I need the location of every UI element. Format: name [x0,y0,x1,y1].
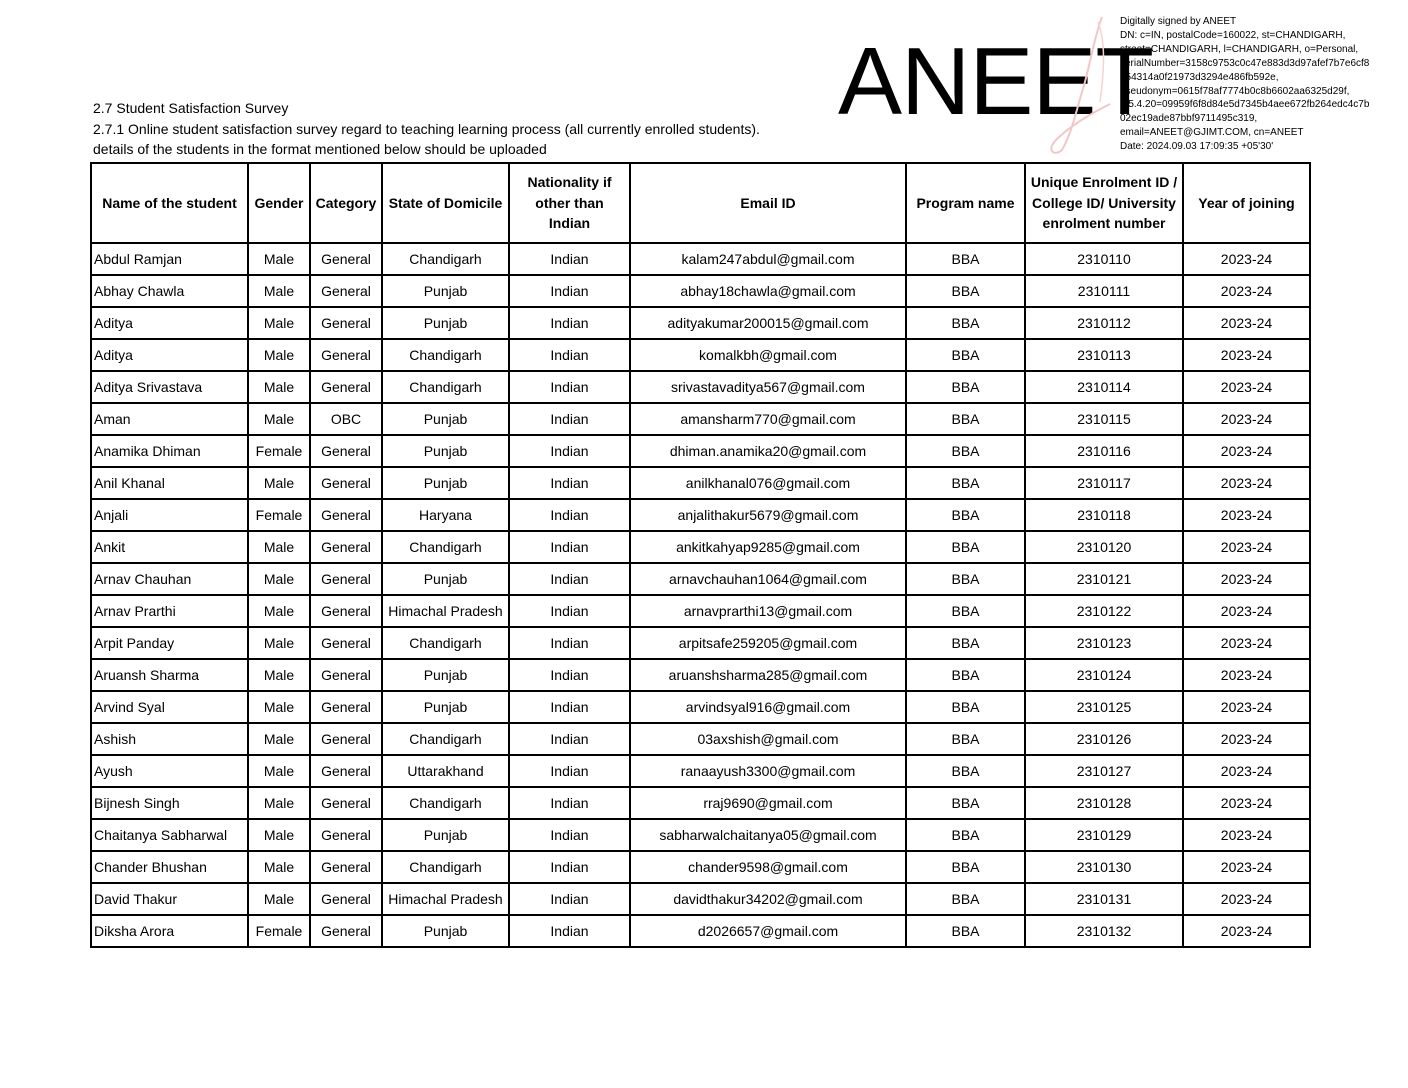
cell-category: OBC [310,403,382,435]
cell-email: srivastavaditya567@gmail.com [630,371,906,403]
cell-email: adityakumar200015@gmail.com [630,307,906,339]
cell-state: Punjab [382,915,509,947]
cell-gender: Male [248,371,310,403]
signature-detail-line: street=CHANDIGARH, l=CHANDIGARH, o=Personal, [1120,43,1359,55]
cell-state: Uttarakhand [382,755,509,787]
cell-name: Anil Khanal [91,467,248,499]
signature-detail-line: 02ec19ade87bbf9711495c319, [1120,113,1258,125]
cell-gender: Male [248,563,310,595]
cell-enrolment-id: 2310132 [1025,915,1183,947]
cell-category: General [310,723,382,755]
column-header-nationality: Nationality if other than Indian [509,163,630,243]
cell-enrolment-id: 2310115 [1025,403,1183,435]
cell-gender: Male [248,243,310,275]
cell-nationality: Indian [509,563,630,595]
cell-gender: Female [248,915,310,947]
table-row [91,787,1310,819]
table-header-row [91,163,1310,243]
cell-gender: Male [248,275,310,307]
column-header-gender: Gender [248,163,310,243]
cell-category: General [310,819,382,851]
signature-detail-line: 2.5.4.20=09959f6f8d84e5d7345b4aee672fb264edc4c7b [1120,99,1370,111]
cell-name: Abhay Chawla [91,275,248,307]
cell-email: arpitsafe259205@gmail.com [630,627,906,659]
cell-program: BBA [906,371,1025,403]
cell-category: General [310,787,382,819]
cell-email: ranaayush3300@gmail.com [630,755,906,787]
cell-state: Punjab [382,467,509,499]
cell-program: BBA [906,403,1025,435]
cell-year: 2023-24 [1183,275,1310,307]
cell-enrolment-id: 2310114 [1025,371,1183,403]
cell-enrolment-id: 2310127 [1025,755,1183,787]
table-row [91,371,1310,403]
cell-category: General [310,851,382,883]
cell-gender: Male [248,691,310,723]
cell-email: kalam247abdul@gmail.com [630,243,906,275]
cell-enrolment-id: 2310130 [1025,851,1183,883]
cell-category: General [310,275,382,307]
cell-email: d2026657@gmail.com [630,915,906,947]
cell-state: Punjab [382,691,509,723]
cell-program: BBA [906,435,1025,467]
cell-gender: Male [248,467,310,499]
table-row [91,915,1310,947]
signature-scribble-icon [1032,12,1122,157]
signature-detail-line: Date: 2024.09.03 17:09:35 +05'30' [1120,141,1274,153]
cell-nationality: Indian [509,403,630,435]
cell-program: BBA [906,883,1025,915]
cell-email: abhay18chawla@gmail.com [630,275,906,307]
cell-category: General [310,307,382,339]
cell-category: General [310,339,382,371]
cell-category: General [310,435,382,467]
table-row [91,307,1310,339]
cell-year: 2023-24 [1183,915,1310,947]
cell-name: Ashish [91,723,248,755]
cell-enrolment-id: 2310117 [1025,467,1183,499]
cell-name: Chander Bhushan [91,851,248,883]
cell-name: Anjali [91,499,248,531]
column-header-state: State of Domicile [382,163,509,243]
signature-detail-line: DN: c=IN, postalCode=160022, st=CHANDIGARH, [1120,29,1346,41]
cell-state: Punjab [382,403,509,435]
cell-name: Aditya [91,307,248,339]
cell-state: Chandigarh [382,723,509,755]
cell-gender: Male [248,755,310,787]
cell-email: davidthakur34202@gmail.com [630,883,906,915]
intro-text [93,98,760,160]
cell-year: 2023-24 [1183,403,1310,435]
cell-email: chander9598@gmail.com [630,851,906,883]
cell-enrolment-id: 2310112 [1025,307,1183,339]
cell-program: BBA [906,275,1025,307]
cell-gender: Male [248,819,310,851]
cell-program: BBA [906,499,1025,531]
table-row [91,531,1310,563]
table-row [91,467,1310,499]
cell-gender: Female [248,499,310,531]
cell-gender: Male [248,723,310,755]
cell-state: Chandigarh [382,627,509,659]
cell-year: 2023-24 [1183,659,1310,691]
cell-year: 2023-24 [1183,787,1310,819]
cell-year: 2023-24 [1183,627,1310,659]
cell-name: Anamika Dhiman [91,435,248,467]
table-row [91,243,1310,275]
cell-name: Ayush [91,755,248,787]
signature-details [1120,15,1400,154]
cell-program: BBA [906,531,1025,563]
cell-name: Arnav Chauhan [91,563,248,595]
cell-program: BBA [906,819,1025,851]
cell-program: BBA [906,723,1025,755]
cell-category: General [310,371,382,403]
table-row [91,403,1310,435]
cell-enrolment-id: 2310126 [1025,723,1183,755]
table-row [91,659,1310,691]
cell-year: 2023-24 [1183,691,1310,723]
table-body [91,243,1310,947]
cell-state: Chandigarh [382,787,509,819]
cell-state: Himachal Pradesh [382,883,509,915]
cell-email: sabharwalchaitanya05@gmail.com [630,819,906,851]
table-row [91,275,1310,307]
cell-program: BBA [906,691,1025,723]
cell-enrolment-id: 2310124 [1025,659,1183,691]
cell-year: 2023-24 [1183,531,1310,563]
cell-state: Punjab [382,563,509,595]
cell-nationality: Indian [509,339,630,371]
cell-program: BBA [906,467,1025,499]
cell-year: 2023-24 [1183,339,1310,371]
table-row [91,435,1310,467]
cell-nationality: Indian [509,243,630,275]
cell-email: anilkhanal076@gmail.com [630,467,906,499]
cell-name: Aman [91,403,248,435]
cell-program: BBA [906,915,1025,947]
cell-nationality: Indian [509,883,630,915]
cell-gender: Male [248,883,310,915]
cell-gender: Male [248,339,310,371]
column-header-enrolment-id: Unique Enrolment ID / College ID/ University enrolment number [1025,163,1183,243]
cell-category: General [310,627,382,659]
cell-email: 03axshish@gmail.com [630,723,906,755]
cell-state: Punjab [382,275,509,307]
cell-program: BBA [906,243,1025,275]
table-row [91,755,1310,787]
cell-state: Chandigarh [382,851,509,883]
table-row [91,595,1310,627]
cell-nationality: Indian [509,851,630,883]
cell-category: General [310,883,382,915]
cell-name: David Thakur [91,883,248,915]
table-row [91,883,1310,915]
cell-nationality: Indian [509,787,630,819]
cell-nationality: Indian [509,627,630,659]
cell-nationality: Indian [509,467,630,499]
cell-name: Arvind Syal [91,691,248,723]
cell-enrolment-id: 2310125 [1025,691,1183,723]
cell-state: Punjab [382,435,509,467]
column-header-category: Category [310,163,382,243]
cell-nationality: Indian [509,595,630,627]
cell-program: BBA [906,755,1025,787]
cell-year: 2023-24 [1183,851,1310,883]
cell-state: Haryana [382,499,509,531]
cell-gender: Male [248,851,310,883]
cell-name: Arpit Panday [91,627,248,659]
signature-detail-line: serialNumber=3158c9753c0c47e883d3d97afef7b7e6cf8 [1120,57,1370,69]
cell-enrolment-id: 2310122 [1025,595,1183,627]
cell-year: 2023-24 [1183,819,1310,851]
cell-year: 2023-24 [1183,755,1310,787]
cell-nationality: Indian [509,275,630,307]
cell-year: 2023-24 [1183,723,1310,755]
signature-detail-line: d54314a0f21973d3294e486fb592e, [1120,71,1279,83]
table-row [91,691,1310,723]
cell-program: BBA [906,595,1025,627]
cell-state: Chandigarh [382,339,509,371]
cell-enrolment-id: 2310113 [1025,339,1183,371]
cell-enrolment-id: 2310118 [1025,499,1183,531]
cell-enrolment-id: 2310128 [1025,787,1183,819]
cell-program: BBA [906,659,1025,691]
table-row [91,723,1310,755]
signature-detail-line: pseudonym=0615f78af7774b0c8b6602aa6325d29f, [1120,85,1350,97]
cell-gender: Male [248,627,310,659]
cell-program: BBA [906,563,1025,595]
cell-name: Aditya Srivastava [91,371,248,403]
cell-email: anjalithakur5679@gmail.com [630,499,906,531]
cell-category: General [310,563,382,595]
student-table [90,162,1311,948]
cell-email: aruanshsharma285@gmail.com [630,659,906,691]
cell-enrolment-id: 2310116 [1025,435,1183,467]
cell-category: General [310,243,382,275]
cell-email: arnavchauhan1064@gmail.com [630,563,906,595]
cell-year: 2023-24 [1183,307,1310,339]
cell-enrolment-id: 2310111 [1025,275,1183,307]
cell-state: Chandigarh [382,371,509,403]
cell-category: General [310,595,382,627]
cell-program: BBA [906,787,1025,819]
cell-email: ankitkahyap9285@gmail.com [630,531,906,563]
section-description: 2.7.1 Online student satisfaction survey regard to teaching learning process (all currently enrolled students). [93,120,760,137]
cell-enrolment-id: 2310123 [1025,627,1183,659]
cell-year: 2023-24 [1183,467,1310,499]
cell-name: Arnav Prarthi [91,595,248,627]
table-row [91,563,1310,595]
cell-state: Chandigarh [382,531,509,563]
upload-instruction: details of the students in the format mentioned below should be uploaded [93,141,547,157]
cell-email: arnavprarthi13@gmail.com [630,595,906,627]
cell-enrolment-id: 2310110 [1025,243,1183,275]
cell-enrolment-id: 2310121 [1025,563,1183,595]
cell-nationality: Indian [509,723,630,755]
cell-year: 2023-24 [1183,563,1310,595]
cell-program: BBA [906,851,1025,883]
cell-year: 2023-24 [1183,499,1310,531]
cell-year: 2023-24 [1183,883,1310,915]
column-header-year: Year of joining [1183,163,1310,243]
cell-category: General [310,691,382,723]
cell-name: Abdul Ramjan [91,243,248,275]
column-header-name: Name of the student [91,163,248,243]
cell-nationality: Indian [509,371,630,403]
cell-program: BBA [906,307,1025,339]
cell-nationality: Indian [509,691,630,723]
cell-email: komalkbh@gmail.com [630,339,906,371]
cell-gender: Female [248,435,310,467]
cell-email: arvindsyal916@gmail.com [630,691,906,723]
cell-enrolment-id: 2310131 [1025,883,1183,915]
cell-category: General [310,531,382,563]
cell-name: Diksha Arora [91,915,248,947]
cell-name: Bijnesh Singh [91,787,248,819]
cell-nationality: Indian [509,307,630,339]
signature-detail-line: Digitally signed by ANEET [1120,16,1237,27]
table-row [91,851,1310,883]
table-row [91,339,1310,371]
cell-email: rraj9690@gmail.com [630,787,906,819]
cell-nationality: Indian [509,659,630,691]
cell-nationality: Indian [509,531,630,563]
cell-enrolment-id: 2310120 [1025,531,1183,563]
cell-year: 2023-24 [1183,371,1310,403]
cell-name: Chaitanya Sabharwal [91,819,248,851]
cell-state: Punjab [382,307,509,339]
cell-email: dhiman.anamika20@gmail.com [630,435,906,467]
signature-name: ANEET [838,28,1154,135]
cell-nationality: Indian [509,499,630,531]
cell-state: Punjab [382,659,509,691]
cell-category: General [310,499,382,531]
cell-year: 2023-24 [1183,243,1310,275]
cell-state: Himachal Pradesh [382,595,509,627]
cell-category: General [310,659,382,691]
cell-gender: Male [248,531,310,563]
table-row [91,627,1310,659]
signature-detail-line: email=ANEET@GJIMT.COM, cn=ANEET [1120,127,1304,139]
cell-year: 2023-24 [1183,435,1310,467]
cell-category: General [310,915,382,947]
cell-nationality: Indian [509,915,630,947]
cell-gender: Male [248,307,310,339]
cell-year: 2023-24 [1183,595,1310,627]
cell-enrolment-id: 2310129 [1025,819,1183,851]
section-heading: 2.7 Student Satisfaction Survey [93,100,289,116]
cell-gender: Male [248,659,310,691]
cell-state: Punjab [382,819,509,851]
cell-nationality: Indian [509,819,630,851]
cell-nationality: Indian [509,755,630,787]
cell-name: Aditya [91,339,248,371]
table-row [91,499,1310,531]
column-header-email: Email ID [630,163,906,243]
cell-gender: Male [248,595,310,627]
cell-gender: Male [248,403,310,435]
cell-program: BBA [906,627,1025,659]
column-header-program: Program name [906,163,1025,243]
cell-category: General [310,755,382,787]
table-row [91,819,1310,851]
cell-name: Aruansh Sharma [91,659,248,691]
cell-gender: Male [248,787,310,819]
cell-nationality: Indian [509,435,630,467]
cell-name: Ankit [91,531,248,563]
cell-category: General [310,467,382,499]
cell-state: Chandigarh [382,243,509,275]
cell-email: amansharm770@gmail.com [630,403,906,435]
cell-program: BBA [906,339,1025,371]
